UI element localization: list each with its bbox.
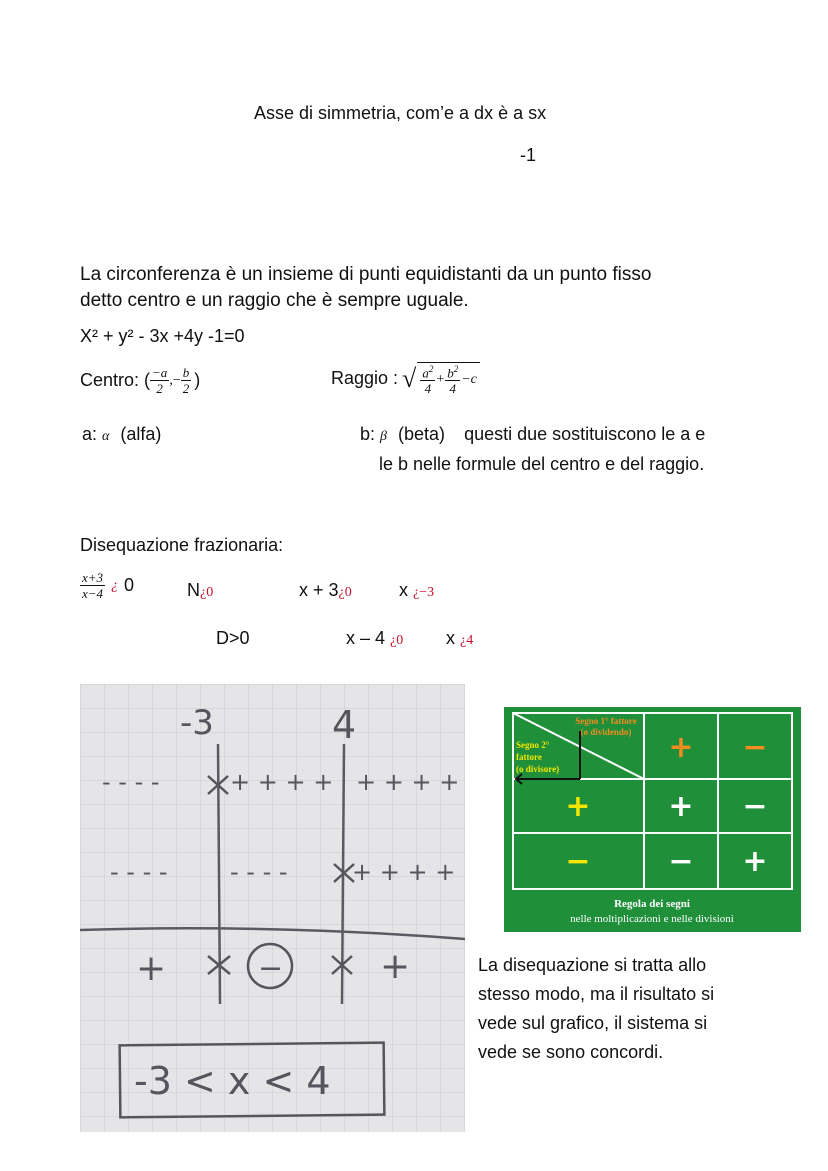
beta-note-line-1: questi due sostituiscono le a e [464, 424, 706, 444]
radius-a-exp: 2 [428, 364, 434, 374]
center-close: ) [194, 370, 201, 390]
alpha-line [82, 424, 161, 445]
result-right-sign: + [380, 946, 411, 987]
header-minus: − [742, 730, 768, 765]
label-minus-3: -3 [180, 703, 214, 743]
radius-a-fraction [420, 365, 435, 395]
center-label: Centro: ( [80, 370, 151, 390]
alpha-symbol: α [102, 429, 110, 444]
row1-right-signs: + + + + [356, 768, 460, 796]
caption-line-1: Regola dei segni [614, 898, 690, 910]
numerator-label: N [187, 580, 200, 600]
row2-left-signs: - - - - [110, 858, 168, 886]
denominator-solution-x: x [446, 628, 455, 648]
note-line-4: vede se sono concordi. [478, 1042, 664, 1062]
row-minus-sign: − [565, 844, 591, 879]
numerator-solution-x: x [399, 580, 408, 600]
inequality-numerator: x+3 [82, 570, 104, 585]
beta-note-line-2: le b nelle formule del centro e del raggio. [379, 454, 705, 474]
radius-a-den: 4 [424, 381, 432, 397]
center-separator: ,− [169, 372, 181, 388]
radius-b-fraction [445, 365, 460, 395]
result-middle-sign: − [258, 951, 284, 986]
cell-plus-plus: + [668, 789, 694, 824]
denominator-solution [446, 628, 473, 649]
numerator-condition [187, 580, 213, 601]
center-y-numerator: b [182, 365, 190, 380]
handwritten-sign-chart-photo [80, 684, 465, 1132]
row1-left-signs: - - - - [102, 768, 160, 796]
numerator-relation: ¿0 [200, 585, 214, 600]
denominator-expr: x – 4 [346, 628, 386, 648]
numerator-expr-relation: ¿0 [338, 585, 352, 600]
inequality-fraction [80, 571, 134, 600]
beta-label: b: [360, 424, 376, 444]
center-x-denominator: 2 [156, 381, 163, 396]
numerator-expr: x + 3 [299, 580, 339, 600]
circle-definition-line-2: detto centro e un raggio che è sempre uguale. [80, 290, 469, 311]
radius-plus: + [436, 372, 445, 388]
header-second-factor-line-1: Segno 2° [516, 740, 550, 750]
beta-symbol: β [380, 429, 388, 444]
center-x-fraction [150, 366, 169, 395]
denominator-label: D>0 [216, 628, 250, 648]
radius-root [402, 362, 480, 395]
center-y-fraction [181, 366, 192, 395]
alpha-label: a: [82, 424, 98, 444]
center-x-numerator: −a [152, 365, 168, 380]
inequality-relation: ¿ [111, 577, 119, 593]
cell-plus-minus: − [742, 789, 768, 824]
sign-rule-table [504, 707, 801, 932]
beta-name: (beta) [398, 424, 446, 444]
header-first-factor-line-2: (o dividendo) [580, 727, 632, 737]
denominator-solution-relation: ¿4 [460, 633, 474, 648]
inequality-fraction-expr [80, 571, 105, 600]
solution-text: -3 < x < 4 [134, 1059, 331, 1103]
radius-a: a [422, 365, 429, 381]
row2-middle-signs: - - - - [230, 858, 288, 886]
row1-middle-signs: + + + + [230, 768, 334, 796]
cell-minus-minus: + [742, 844, 768, 879]
center-formula [80, 366, 200, 395]
note-line-1: La disequazione si tratta allo [478, 955, 707, 975]
radius-formula [331, 362, 480, 395]
inequality-heading: Disequazione frazionaria: [80, 535, 284, 555]
numerator-solution-relation: ¿−3 [413, 585, 435, 600]
radius-label: Raggio : [331, 368, 399, 389]
radius-b-exp: 2 [453, 364, 459, 374]
cell-minus-plus: − [668, 844, 694, 879]
numerator-expression [299, 580, 352, 601]
row-plus-sign: + [565, 789, 591, 824]
note-line-2: stesso modo, ma il risultato si [478, 984, 715, 1004]
header-second-factor-line-2: fattore [516, 752, 542, 762]
beta-line [360, 424, 705, 445]
alpha-name: (alfa) [120, 424, 162, 444]
circle-equation: X² + y² - 3x +4y -1=0 [80, 326, 245, 346]
denominator-expression [346, 628, 403, 649]
page-title: Asse di simmetria, com’e a dx è a sx [254, 103, 547, 123]
numerator-solution [399, 580, 434, 601]
inequality-denominator: x−4 [82, 586, 104, 601]
radius-b-den: 4 [449, 381, 456, 397]
caption-line-2: nelle moltiplicazioni e nelle divisioni [570, 913, 734, 925]
center-y-denominator: 2 [182, 381, 190, 396]
note-line-3: vede sul grafico, il sistema si [478, 1013, 708, 1033]
header-first-factor-line-1: Segno 1° fattore [575, 716, 637, 726]
header-plus: + [668, 730, 694, 765]
radius-minus-c: −c [461, 372, 477, 388]
header-value: -1 [520, 145, 537, 165]
denominator-expr-relation: ¿0 [390, 633, 404, 648]
header-second-factor-line-3: (o divisore) [516, 764, 560, 774]
result-left-sign: + [136, 948, 167, 989]
label-4: 4 [332, 703, 357, 747]
circle-definition-line-1: La circonferenza è un insieme di punti equidistanti da un punto fisso [80, 264, 652, 285]
radius-b: b [447, 365, 454, 381]
inequality-zero: 0 [124, 575, 135, 595]
row2-right-signs: + + + + [352, 858, 456, 886]
square-root-icon: √ [402, 363, 417, 393]
